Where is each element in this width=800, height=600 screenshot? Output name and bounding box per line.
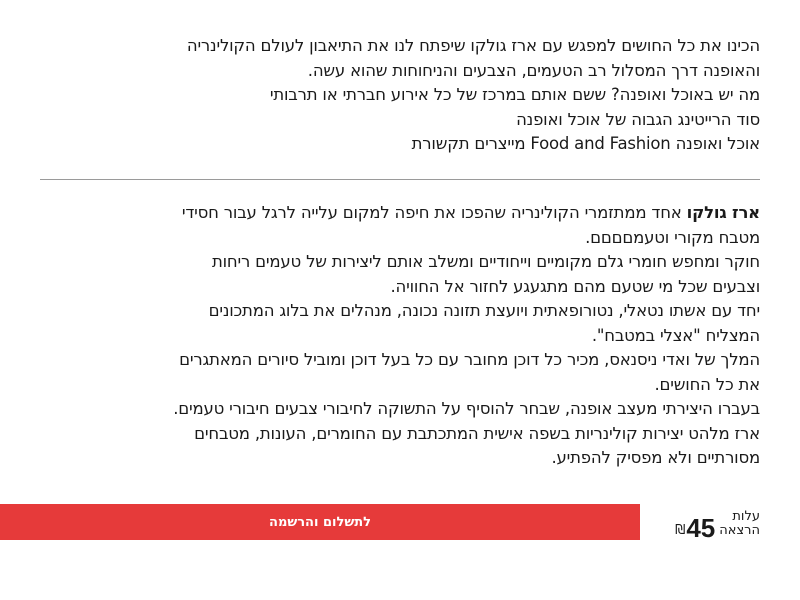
bio-paragraph [40,201,760,471]
intro-line: הכינו את כל החושים למפגש עם ארז גולקו שיפתח לנו את התיאבון לעולם הקולינריה [186,36,760,55]
bio-line: מטבח מקורי וטעמםםםם. [585,227,760,247]
intro-paragraph [40,34,760,157]
intro-line: מה יש באוכל ואופנה? ששם אותם במרכז של כל אירוע חברתי או תרבותי [269,85,760,104]
bio-line: חוקר ומחפש חומרי גלם מקומיים וייחודיים ומשלב אותם ליצירות של טעמים ריחות [211,252,760,271]
price-label-line1: עלות [732,509,760,524]
bio-first-line [40,201,760,226]
lecture-price [645,500,760,542]
bio-line: וצבעים שכל מי שטעם מהם מתגעגע לחזור אל החוויה. [390,276,760,296]
price-label-line2: הרצאה [719,523,760,538]
price-value: 45 [686,513,716,543]
price-label [719,510,760,542]
bio-line: בעברו היצירתי מעצב אופנה, שבחר להוסיף על התשוקה לחיבורי צבעים חיבורי טעמים. [173,399,760,418]
intro-line: והאופנה דרך המסלול רב הטעמים, הצבעים והניחוחות שהוא עשה. [307,60,760,80]
payment-registration-button[interactable]: לתשלום והרשמה [0,504,640,540]
intro-line: אוכל ואופנה Food and Fashion מייצרים תקשורת [411,134,760,153]
bio-line: המצליח "אצלי במטבח". [591,325,760,345]
section-divider [40,179,760,180]
bio-line: ארז מלהט יצירות קולינריות בשפה אישית המתכתבת עם החומרים, העונות, מטבחים [194,423,760,443]
chef-name: ארז גולקו [686,203,760,222]
bio-first-line-text: אחד ממתזמרי הקולינריה שהפכו את חיפה למקום עלייה לרגל עבור חסידי [181,203,687,222]
shekel-icon: ₪ [675,523,686,538]
intro-line: סוד הרייטינג הגבוה של אוכל ואופנה [516,109,760,129]
bio-line: המלך של ואדי ניסנאס, מכיר כל דוכן מחובר עם כל בעל דוכן ומוביל סיורים המאתגרים [179,350,760,369]
bio-line: מסורתיים ולא מפסיק להפתיע. [551,448,760,467]
bio-line: יחד עם אשתו נטאלי, נטורופאתית ויועצת תזונה נכונה, מנהלים את בלוג המתכונים [208,301,760,320]
bio-line: את כל החושים. [654,374,760,394]
